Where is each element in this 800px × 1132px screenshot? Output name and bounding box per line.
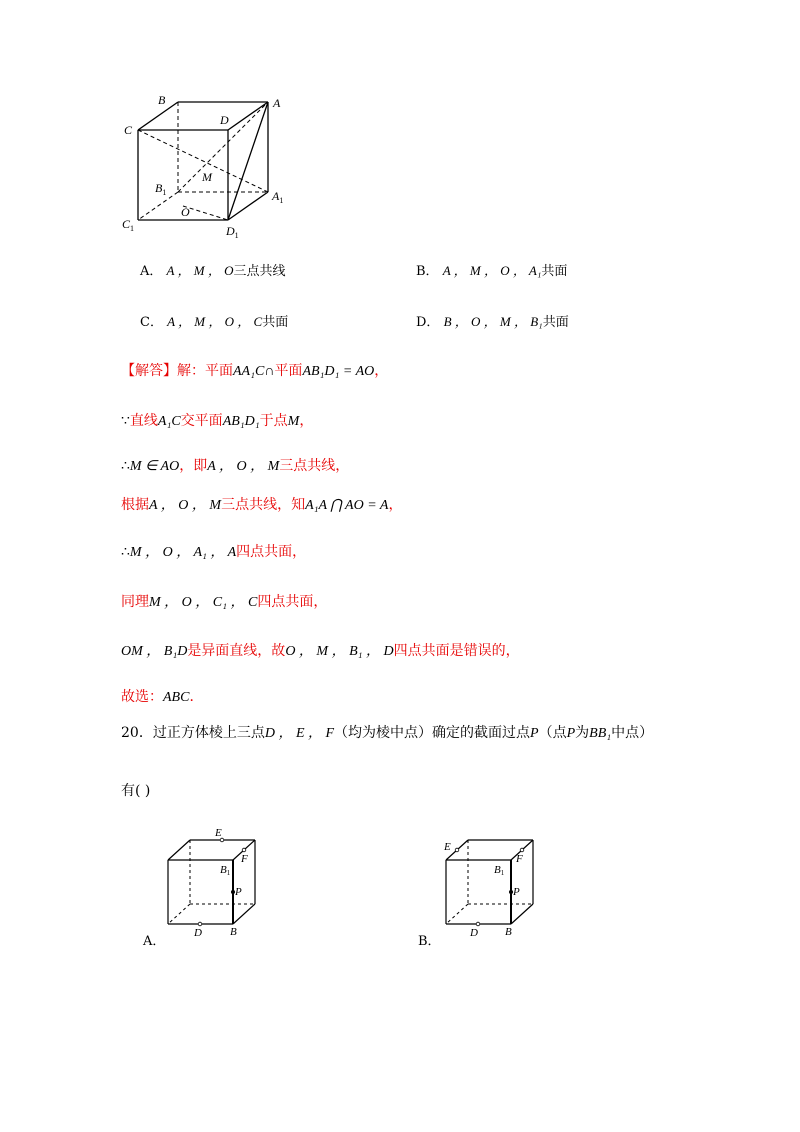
label-A: A: [273, 96, 281, 110]
solution-line-7: OM ， B₁D是异面直线，故O ， M ， B₁ ， D四点共面是错误的，: [121, 643, 520, 659]
label-P: P: [513, 886, 520, 898]
label-O: O: [181, 205, 190, 219]
label-B: B: [230, 926, 237, 938]
label-F: F: [516, 853, 523, 865]
solution-line-2: ∵直线A₁C交平面AB₁D₁于点M，: [121, 413, 314, 429]
solution-line-6: 同理M ， O ， C₁ ， C四点共面，: [121, 594, 328, 610]
solution-line-1: 【解答】解：平面AA₁C∩平面AB₁D₁ = AO，: [121, 363, 389, 379]
question-20: 20．过正方体棱上三点D ， E ， F（均为棱中点）确定的截面过点P（点P为BB₁中点）: [121, 725, 654, 741]
label-P: P: [235, 886, 242, 898]
option-d: D． B ， O ， M ， B₁共面: [416, 314, 569, 330]
option-c: C． A ， M ， O ， C共面: [140, 314, 289, 330]
label-B1: B1: [494, 864, 505, 877]
option-a: A． A ， M ， O三点共线: [140, 263, 286, 279]
option-b: B． A ， M ， O ， A₁共面: [416, 263, 568, 279]
label-F: F: [241, 853, 248, 865]
question-20-line2: 有( ): [121, 783, 151, 799]
label-M: M: [202, 170, 212, 184]
label-A1: $A_1$: [272, 189, 284, 205]
label-C1: $C_1$: [122, 217, 135, 233]
cube-figure-q19: [110, 90, 310, 240]
cube-figure-q20-a: [160, 822, 280, 942]
label-D1: $D_1$: [226, 224, 239, 240]
cube-figure-q20-b: [438, 822, 558, 942]
solution-line-8: 故选：ABC．: [121, 689, 204, 705]
label-B1: B1: [220, 864, 231, 877]
q20-option-b-letter: B．: [418, 934, 441, 949]
label-B1: $B_1$: [155, 181, 167, 197]
label-B: B: [505, 926, 512, 938]
label-D: D: [470, 927, 478, 939]
label-D: D: [220, 113, 229, 127]
label-E: E: [215, 827, 222, 839]
label-B: B: [158, 93, 166, 107]
label-D: D: [194, 927, 202, 939]
q20-option-a-letter: A．: [143, 934, 166, 949]
solution-line-3: ∴M ∈ AO，即A ， O ， M三点共线，: [121, 458, 350, 474]
solution-line-4: 根据A ， O ， M三点共线，知A₁A ⋂ AO = A，: [121, 497, 403, 513]
label-E: E: [444, 841, 451, 853]
solution-line-5: ∴M ， O ， A₁ ， A四点共面，: [121, 544, 307, 560]
label-C: C: [124, 123, 133, 137]
